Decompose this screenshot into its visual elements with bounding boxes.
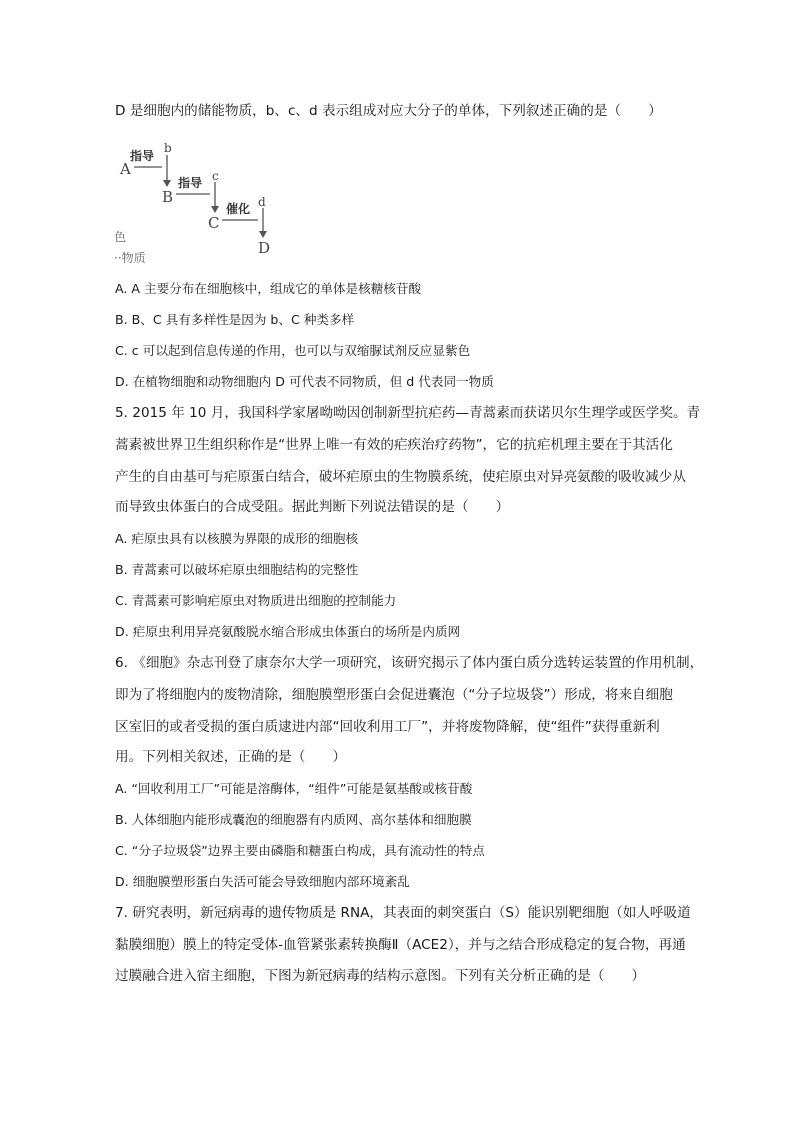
q5-stem-line-2: 蒿素被世界卫生组织称作是“世界上唯一有效的疟疾治疗药物”，它的抗疟机理主要在于其活化: [115, 437, 673, 453]
diagram-node-c: C: [208, 214, 220, 232]
q4-diagram-svg: [112, 138, 282, 268]
q6-stem-line-4: 用。下列相关叙述，正确的是（ ）: [115, 749, 347, 765]
diagram-node-d: D: [258, 239, 271, 257]
q6-stem-line-1: 6. 《细胞》杂志刊登了康奈尔大学一项研究，该研究揭示了体内蛋白质分选转运装置的作用机制，: [115, 655, 704, 671]
diagram-cropped-fragment-1: 色: [114, 230, 127, 244]
q5-option-a: A. 疟原虫具有以核膜为界限的成形的细胞核: [115, 531, 359, 546]
q6-option-a: A. “回收利用工厂”可能是溶酶体，“组件”可能是氨基酸或核苷酸: [115, 781, 473, 796]
arrow-head: [259, 231, 267, 238]
q7-stem-line-2: 黏膜细胞）膜上的特定受体-血管紧张素转换酶Ⅱ（ACE2），并与之结合形成稳定的复合物，再通: [115, 937, 686, 953]
q6-option-c: C. “分子垃圾袋”边界主要由磷脂和糖蛋白构成，具有流动性的特点: [115, 843, 485, 858]
diagram-arrow-label-2: 指导: [178, 176, 203, 190]
q4-diagram: [112, 138, 282, 268]
q7-stem-line-3: 过膜融合进入宿主细胞，下图为新冠病毒的结构示意图。下列有关分析正确的是（ ）: [115, 968, 646, 984]
q5-option-b: B. 青蒿素可以破坏疟原虫细胞结构的完整性: [115, 562, 359, 577]
diagram-monomer-c: c: [212, 169, 219, 183]
diagram-arrow-label-3: 催化: [226, 202, 251, 216]
q4-option-d: D. 在植物细胞和动物细胞内 D 可代表不同物质，但 d 代表同一物质: [115, 374, 494, 389]
q6-stem-line-2: 即为了将细胞内的废物清除，细胞膜塑形蛋白会促进囊泡（“分子垃圾袋”）形成，将来自细胞: [115, 687, 673, 703]
diagram-cropped-fragment-2: ··物质: [114, 251, 146, 265]
q5-stem-line-1: 5. 2015 年 10 月，我国科学家屠呦呦因创制新型抗疟药—青蒿素而获诺贝尔生理学或医学奖。青: [115, 405, 701, 421]
arrow-head: [163, 180, 171, 187]
diagram-monomer-d: d: [258, 195, 266, 209]
q5-option-c: C. 青蒿素可影响疟原虫对物质进出细胞的控制能力: [115, 593, 397, 608]
diagram-node-a: A: [120, 160, 131, 178]
q4-option-a: A. A 主要分布在细胞核中，组成它的单体是核糖核苷酸: [115, 281, 422, 296]
q4-stem: D 是细胞内的储能物质，b、c、d 表示组成对应大分子的单体，下列叙述正确的是（ ）: [115, 103, 662, 119]
q6-option-d: D. 细胞膜塑形蛋白失活可能会导致细胞内部环境紊乱: [115, 874, 410, 889]
q4-option-c: C. c 可以起到信息传递的作用，也可以与双缩脲试剂反应显紫色: [115, 343, 471, 358]
diagram-arrow-label-1: 指导: [130, 149, 155, 163]
q4-option-b: B. B、C 具有多样性是因为 b、C 种类多样: [115, 312, 355, 327]
q5-option-d: D. 疟原虫利用异亮氨酸脱水缩合形成虫体蛋白的场所是内质网: [115, 624, 461, 639]
q5-stem-line-4: 而导致虫体蛋白的合成受阻。据此判断下列说法错误的是（ ）: [115, 499, 510, 515]
diagram-node-b: B: [162, 188, 174, 206]
q7-stem-line-1: 7. 研究表明，新冠病毒的遗传物质是 RNA，其表面的刺突蛋白（S）能识别靶细胞（如人呼吸道: [115, 905, 691, 921]
q6-option-b: B. 人体细胞内能形成囊泡的细胞器有内质网、高尔基体和细胞膜: [115, 812, 472, 827]
q5-stem-line-3: 产生的自由基可与疟原蛋白结合，破坏疟原虫的生物膜系统，使疟原虫对异亮氨酸的吸收减少从: [115, 469, 686, 485]
arrow-head: [211, 206, 219, 213]
q6-stem-line-3: 区室旧的或者受损的蛋白质逮进内部“回收利用工厂”，并将废物降解，使“组件”获得重新利: [115, 719, 660, 735]
diagram-monomer-b: b: [164, 141, 172, 155]
